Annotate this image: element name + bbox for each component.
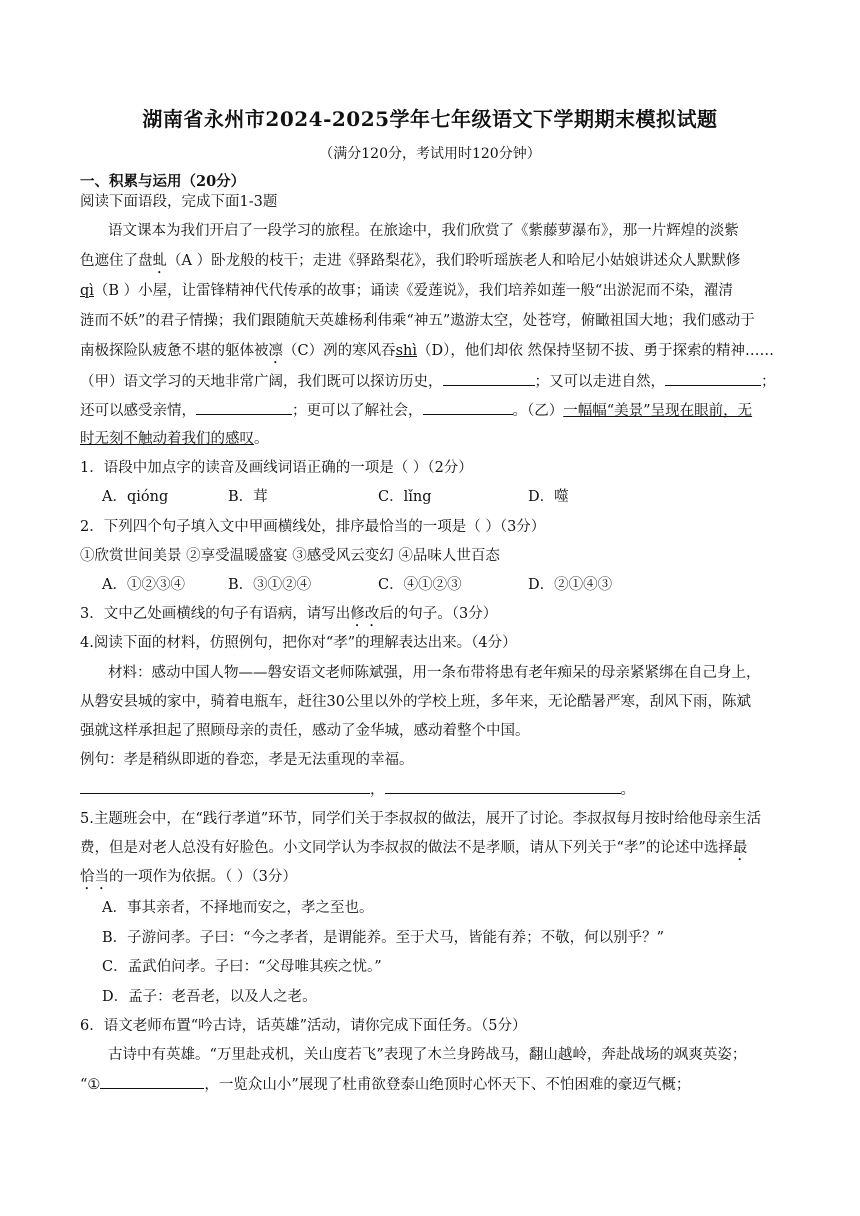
q6-text: “① [80,1077,101,1093]
question-5-line-1: 5.主题班会中，在“践行孝道”环节，同学们关于李叔叔的做法，展开了讨论。李叔叔每月按时给他母亲生活 [80,811,762,827]
q2-sentences: ①欣赏世间美景 ②享受温暖盛宴 ③感受风云变幻 ④品味人世百态 [80,548,500,564]
question-5-line-3 [80,867,297,893]
question-4: 4.阅读下面的材料，仿照例句，把你对“孝”的理解表达出来。（4分） [80,635,517,651]
q4-material-line-3: 强就这样承担起了照顾母亲的责任，感动了金华城，感动着整个中国。 [80,723,530,739]
q2-option-c[interactable]: C．④①②③ [378,577,462,593]
q5-option-d[interactable]: D．孟子：老吾老，以及人之老。 [102,989,317,1005]
passage-line-7 [80,400,752,421]
dotted-word: 修改 [350,606,380,622]
answer-blank[interactable] [423,400,513,415]
q4-answer-line [80,779,635,800]
passage-text: （D），他们却依 然保持坚韧不拔、勇于探索的精神…… [417,343,775,359]
question-2: 2．下列四个句子填入文中甲画横线处，排序最恰当的一项是（ ）（3分） [80,519,546,535]
answer-blank[interactable] [385,779,621,794]
dotted-char: 虬 [152,253,167,269]
q5-text: 费，但是对老人总没有好脸色。小文同学认为李叔叔的做法不是孝顺，请从下列关于“孝”的论述中选择 [80,840,733,856]
passage-line-8 [80,429,269,449]
passage-text: 还可以感受亲情， [80,403,196,419]
exam-subtitle: （满分120分，考试用时120分钟） [319,146,541,162]
passage-text: （甲）语文学习的天地非常广阔，我们既可以探访历史， [80,374,443,390]
q1-option-d[interactable]: D．噬 [528,489,569,505]
passage-text: ； [761,374,776,390]
q1-option-c[interactable]: C．lǐng [378,489,432,505]
passage-text: （C）冽的寒风吞 [283,343,396,359]
comma: ， [370,782,385,798]
answer-blank[interactable] [100,1074,204,1089]
q1-option-b[interactable]: B．茸 [228,489,268,505]
question-6: 6．语文老师布置“吟古诗，话英雄”活动，请你完成下面任务。（5分） [80,1018,527,1034]
q4-material-line-1: 材料：感动中国人物——磐安语文老师陈斌强，用一条布带将患有老年痴呆的母亲紧紧绑在自己身上， [108,665,761,681]
passage-line-5 [80,341,774,367]
pinyin-qi: qì [80,283,94,299]
q4-material-line-2: 从磐安县城的家中，骑着电瓶车，赶往30公里以外的学校上班，多年来，无论酷暑严寒，刮风下雨，陈斌 [80,694,751,710]
q5-option-c[interactable]: C．孟武伯问孝。子曰：“父母唯其疾之忧。” [102,959,382,975]
q2-option-b[interactable]: B．③①②④ [228,577,312,593]
passage-text: （B ）小屋，让雷锋精神代代传承的故事；诵读《爱莲说》，我们培养如莲一般“出淤泥而不染，濯清 [93,283,733,299]
passage-text: 。 [254,431,269,447]
dotted-char: 凛 [268,343,283,359]
answer-blank[interactable] [443,371,535,386]
answer-blank[interactable] [665,371,761,386]
passage-text: ；更可以了解社会， [292,403,423,419]
pinyin-shi: shì [395,343,418,359]
exam-title: 湖南省永州市2024-2025学年七年级语文下学期期末模拟试题 [142,107,718,131]
section-heading: 一、积累与运用（20分） [80,173,246,190]
q5-option-a[interactable]: A．事其亲者，不择地而安之，孝之至也。 [102,900,374,916]
passage-line-3 [80,281,733,301]
q1-option-a[interactable]: A．qióng [102,489,169,505]
q6-paragraph-line-1: 古诗中有英雄。“万里赴戎机，关山度若飞”表现了木兰身跨战马，翻山越岭，奔赴战场的飒爽英姿； [108,1047,747,1063]
question-3 [80,604,497,630]
q2-option-d[interactable]: D．②①④③ [528,577,613,593]
q6-text: ，一览众山小”展现了杜甫欲登泰山绝顶时心怀天下、不怕困难的豪迈气概； [204,1077,691,1093]
passage-text: （A ）卧龙般的枝干；走进《驿路梨花》，我们聆听瑶族老人和哈尼小姑娘讲述众人默默修 [167,253,741,269]
passage-text: 色遮住了盘 [80,253,153,269]
passage-line-6 [80,371,776,392]
q5-option-b[interactable]: B．子游问孝。子曰：“今之孝者，是谓能养。至于犬马，皆能有养；不敬，何以别乎？” [102,930,664,946]
q3-text: 3．文中乙处画横线的句子有语病，请写出 [80,606,351,622]
passage-line-4: 涟而不妖”的君子情操；我们跟随航天英雄杨利伟乘“神五”遨游太空，处苍穹，俯瞰祖国大地；我们感动于 [80,313,755,329]
question-1: 1．语段中加点字的读音及画线词语正确的一项是（ ）（2分） [80,460,473,476]
passage-text: ；又可以走进自然， [534,374,665,390]
q5-text: 的一项作为依据。（ ）（3分） [109,869,297,885]
answer-blank[interactable] [196,400,292,415]
dotted-char: 最 [732,840,748,856]
q2-option-a[interactable]: A．①②③④ [102,577,185,593]
passage-text: 。（乙） [512,403,564,419]
answer-blank[interactable] [80,779,370,794]
period: 。 [620,782,635,798]
underlined-sentence: 一幅幅“美景”呈现在眼前，无 [563,403,753,419]
q6-paragraph-line-2 [80,1074,690,1095]
q4-example: 例句：孝是稍纵即逝的眷恋，孝是无法重现的幸福。 [80,752,414,768]
passage-text: 南极探险队疲惫不堪的躯体被 [80,343,269,359]
section-instruction: 阅读下面语段，完成下面1-3题 [80,194,278,210]
passage-line-1: 语文课本为我们开启了一段学习的旅程。在旅途中，我们欣赏了《紫藤萝瀑布》，那一片辉煌的淡紫 [108,223,739,239]
passage-line-2 [80,251,740,277]
dotted-word: 恰当 [80,869,109,885]
underlined-sentence: 时无刻不触动着我们的感叹 [80,431,254,447]
q3-text: 后的句子。（3分） [379,606,498,622]
question-5-line-2 [80,838,747,864]
